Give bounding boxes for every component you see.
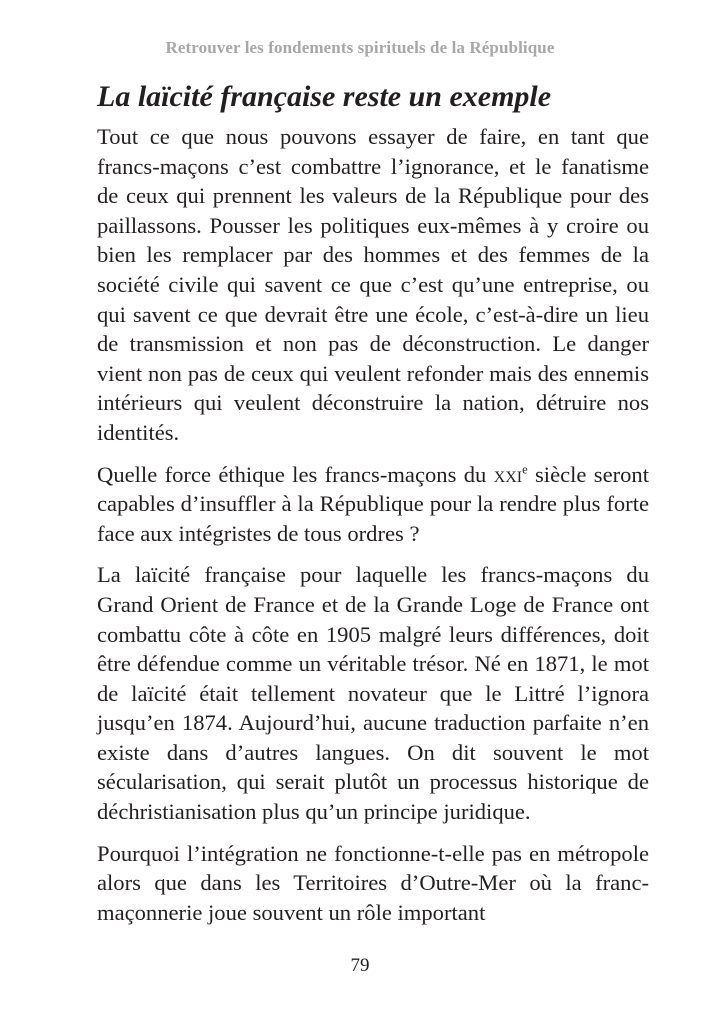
paragraph-1: Tout ce que nous pouvons essayer de faire, en tant que francs-maçons c’est combattre l’ignorance, et le fanatisme de ceux qui prennent les valeurs de la République pour des paillassons. Pousser les politiques eux-mêmes à y croire ou bien les remplacer par des hommes et des femmes de la société civile qui savent ce que c’est qu’une entreprise, ou qui savent ce que devrait être une école, c’est-à-dire un lieu de transmission et non pas de déconstruction. Le danger vient non pas de ceux qui veulent refonder mais des ennemis intérieurs qui veulent déconstruire la nation, détruire nos identités.	[97, 124, 649, 445]
century-numeral: xxi	[493, 461, 523, 487]
running-header: Retrouver les fondements spirituels de la République	[165, 38, 555, 57]
paragraph-2	[97, 460, 649, 549]
section-title: La laïcité française reste un exemple	[97, 80, 552, 113]
page-number: 79	[350, 955, 370, 976]
paragraph-2-text-before: Quelle force éthique les francs-maçons du	[97, 461, 494, 487]
paragraph-3: La laïcité française pour laquelle les francs-maçons du Grand Orient de France et de la Grande Loge de France ont combattu côte à côte en 1905 malgré leurs différences, doit être défendue comme un véritable trésor. Né en 1871, le mot de laïcité était tellement novateur que le Littré l’ignora jusqu’en 1874. Aujourd’hui, aucune traduction parfaite n’en existe dans d’autres langues. On dit souvent le mot sécularisation, qui serait plutôt un processus historique de déchristianisation plus qu’un principe juridique.	[97, 562, 649, 825]
body-text	[97, 122, 649, 939]
paragraph-2-text-after: siècle seront capables d’insuffler à la République pour la rendre plus forte face aux intégristes de tous ordres ?	[97, 461, 649, 546]
paragraph-4: Pourquoi l’intégration ne fonctionne-t-elle pas en métropole alors que dans les Territoires d’Outre-Mer où la franc-maçonnerie joue souvent un rôle important	[97, 840, 649, 925]
century-suffix: e	[522, 462, 528, 476]
